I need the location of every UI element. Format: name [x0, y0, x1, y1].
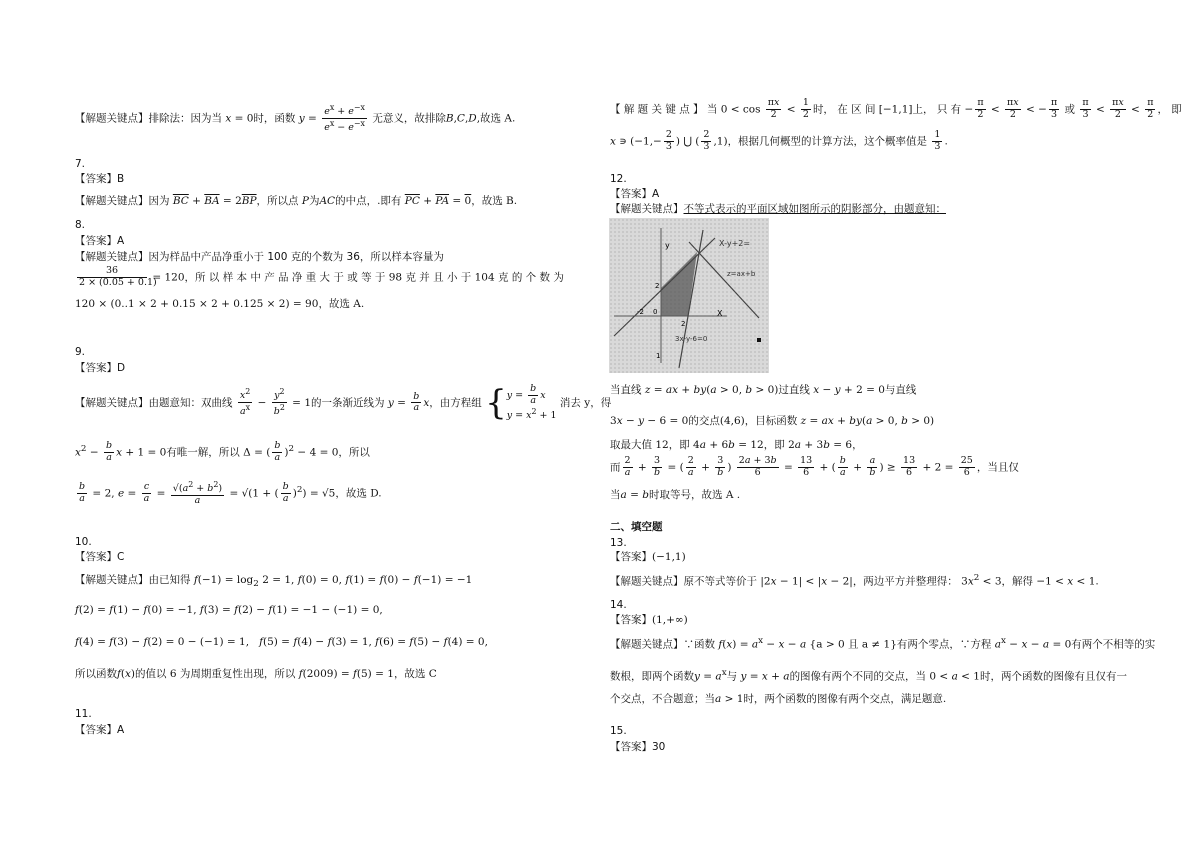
- tick-label-origin: 0: [653, 308, 658, 316]
- q10-solution-line2: f(2) = f(1) − f(0) = −1, f(3) = f(2) − f(1) = −1 − (−1) = 0,: [75, 604, 383, 616]
- q14-solution-line2: 数根，即两个函数$y = a^x$与 y = x + a的图像有两个不同的交点，当 0 < a < 1时，两个函数的图像有且仅有一: [610, 668, 1127, 683]
- q12-number: 12.: [610, 173, 627, 185]
- q12-solution-line3: 3x − y − 6 = 0的交点(4,6)，目标函数 z = ax + by(a > 0, b > 0): [610, 415, 935, 427]
- q9-solution-line1: 【解题关键点】由题意知：双曲线 $\frac{x^2}{a^x}$ − $\frac{y^2}{b^2}$ = 1的一条渐近线为 y = $\frac{b}{a}$ x，由方程组 {y = $\frac{b}{a}$ x $y = x^2 + 1$ 消去 y，得: [75, 382, 612, 423]
- section-heading: 二、填空题: [610, 521, 663, 533]
- q8-answer: 【答案】A: [75, 235, 125, 247]
- q15-number: 15.: [610, 725, 627, 737]
- q9-solution-line2: $x^2$ − $\frac{b}{a}$ x + 1 = 0有唯一解，所以 Δ = ( $\frac{b}{a}$ )$^2$ − 4 = 0，所以: [75, 440, 370, 463]
- q12-answer: 【答案】A: [610, 188, 660, 200]
- q8-solution-line2: $\frac{36}{2 \times (0.05 + 0.1)}$ = 120，所 以 样 本 中 产 品 净 重 大 于 或 等 于 98 克 并 且 小 于 104 克 的 个 数 为: [79, 265, 564, 288]
- q8-solution-line1: 【解题关键点】因为样品中产品净重小于 100 克的个数为 36，所以样本容量为: [75, 251, 444, 263]
- q12-solution-line5: 而 $\frac{2}{a}$ + $\frac{3}{b}$ = ( $\frac{2}{a}$ + $\frac{3}{b}$ ) $\frac{2a + 3b}{6}$ = $\frac{13}{6}$ + ( $\frac{b}{a}$ + $\frac{a}{b}$ ) ≥ $\frac{13}{6}$ + 2 = $\frac{25}{6}$ ，当且仅: [610, 455, 1019, 478]
- x-axis-label: X: [717, 309, 723, 318]
- q13-solution: 【解题关键点】原不等式等价于 |2x − 1| < |x − 2|，两边平方并整理得： $3x^2 < 3$，解得 −1 < x < 1.: [610, 573, 1099, 588]
- figure-dot: [757, 338, 761, 342]
- q9-answer: 【答案】D: [75, 362, 126, 374]
- q12-solution-line2: 当直线 z = ax + by(a > 0, b > 0)过直线 x − y + 2 = 0与直线: [610, 384, 917, 396]
- feasible-region-graph: [609, 218, 769, 373]
- q10-number: 10.: [75, 536, 92, 548]
- q14-solution-line1: 【解题关键点】∵函数 $f(x) = a^x - x - a$ {a > 0 且 a ≠ 1}有两个零点，∵方程 $a^x - x - a = 0$有两个不相等的实: [610, 636, 1156, 651]
- q13-number: 13.: [610, 537, 627, 549]
- q12-solution-line4: 取最大值 12，即 4a + 6b = 12，即 2a + 3b = 6，: [610, 439, 863, 451]
- q9-solution-line3: $\frac{b}{a}$ = 2, e = $\frac{c}{a}$ = $\frac{√(a^2 + b^2)}{a}$ = √(1 + ( $\frac{b}{a}$ )$^2$) = √5，故选 D.: [79, 480, 382, 507]
- q10-solution-line4: 所以函数f(x)的值以 6 为周期重复性出现，所以 f(2009) = f(5) = 1，故选 C: [75, 668, 437, 680]
- line-label-3: 3x-y-6=0: [675, 335, 708, 343]
- q14-answer: 【答案】(1,+∞): [610, 614, 688, 626]
- tick-label-xneg2: -2: [637, 308, 644, 316]
- q11-solution-line1: 【 解 题 关 键 点 】 当 0 < cos $\frac{\pi x}{2}$ < $\frac{1}{2}$ 时， 在 区 间 [−1,1]上， 只 有 − $\frac{\pi}{2}$ < $\frac{\pi x}{2}$ < − $\frac{\pi}{3}$ 或 $\frac{\pi}{3}$ < $\frac{\pi x}{2}$ < $\frac{\pi}{2}$ ， 即: [610, 97, 1182, 120]
- q8-number: 8.: [75, 219, 86, 231]
- fraction: $\frac{e^x + e^{-x}}{e^x - e^{-x}}$: [324, 103, 365, 134]
- key-label: 【解题关键点】: [75, 112, 149, 125]
- q14-solution-line3: 个交点，不合题意；当a > 1时，两个函数的图像有两个交点，满足题意.: [610, 693, 947, 705]
- line-label-1: X-y+2=: [719, 239, 751, 248]
- q11-answer: 【答案】A: [75, 724, 125, 736]
- q9-number: 9.: [75, 346, 86, 358]
- q11-number: 11.: [75, 708, 92, 720]
- q6-solution: 【解题关键点】排除法：因为当 x = 0时，函数 y = $\frac{e^x + e^{-x}}{e^x - e^{-x}}$ 无意义，故排除B,C,D,故选 A.: [75, 103, 516, 134]
- q13-answer: 【答案】(−1,1): [610, 551, 686, 563]
- q14-number: 14.: [610, 599, 627, 611]
- feasible-region-figure: [609, 218, 769, 373]
- line-x-y-2: [614, 238, 715, 336]
- tick-label-y1: 1: [656, 352, 661, 360]
- shaded-region: [661, 252, 697, 316]
- y-axis-label: y: [665, 241, 670, 250]
- q11-solution-line2: x ∍ (−1,− $\frac{2}{3}$ ) ⋃ ( $\frac{2}{3}$ ,1)，根据几何概型的计算方法，这个概率值是 $\frac{1}{3}$ .: [610, 129, 948, 152]
- tick-label-y2: 2: [655, 282, 660, 290]
- q15-answer: 【答案】30: [610, 741, 666, 753]
- q10-solution-line1: 【解题关键点】由已知得 $f(-1) = \log_2 2 = 1$, f(0) = 0, f(1) = f(0) − f(−1) = −1: [75, 574, 473, 590]
- q12-solution-line1: 【解题关键点】不等式表示的平面区域如图所示的阴影部分，由题意知：: [610, 203, 946, 215]
- q12-solution-line6: 当a = b时取等号，故选 A .: [610, 489, 741, 501]
- q7-answer: 【答案】B: [75, 173, 125, 185]
- tick-label-x2: 2: [681, 320, 686, 328]
- q10-solution-line3: f(4) = f(3) − f(2) = 0 − (−1) = 1, f(5) = f(4) − f(3) = 1, f(6) = f(5) − f(4) = 0,: [75, 636, 488, 648]
- q7-number: 7.: [75, 158, 86, 170]
- q10-answer: 【答案】C: [75, 551, 125, 563]
- q8-solution-line3: 120 × (0..1 × 2 + 0.15 × 2 + 0.125 × 2) = 90，故选 A.: [75, 298, 365, 310]
- line-label-2: z=ax+b: [727, 270, 756, 278]
- q7-solution: 【解题关键点】因为 $\overline{BC} + \overline{BA} = 2\overline{BP}$，所以点 P为AC的中点，.即有 $\overline{PC} + \overline{PA} = 0$，故选 B.: [75, 195, 518, 207]
